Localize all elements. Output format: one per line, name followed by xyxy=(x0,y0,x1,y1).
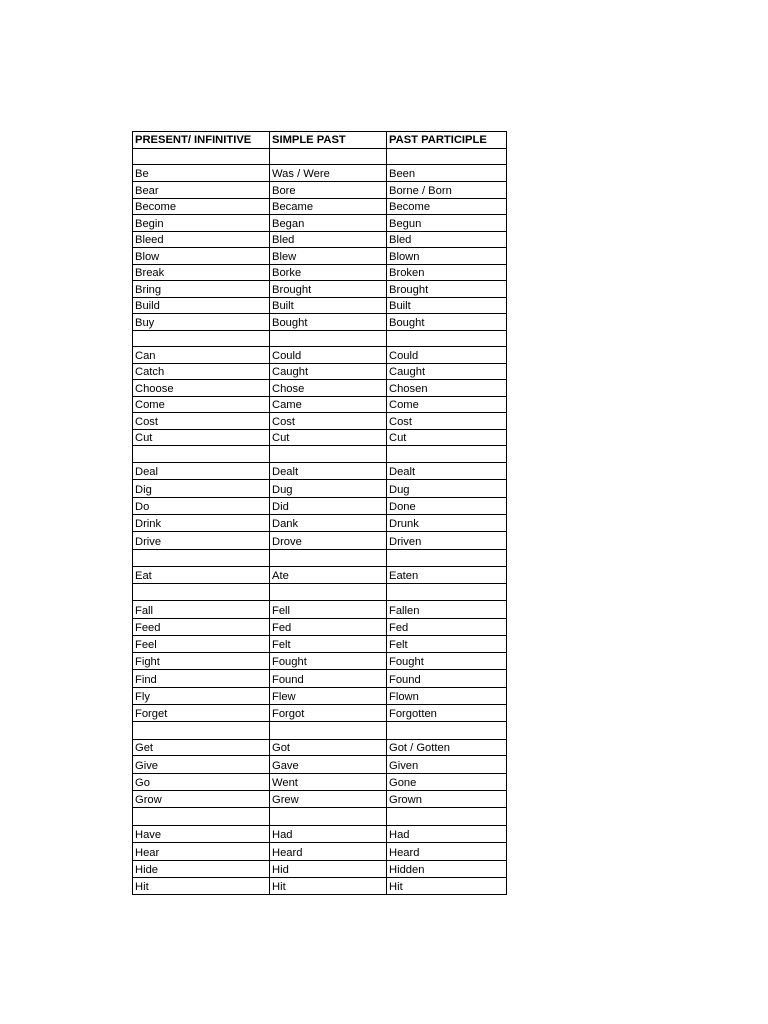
header-simple-past: SIMPLE PAST xyxy=(270,132,387,149)
simple-past-cell xyxy=(270,808,387,826)
present-cell xyxy=(133,550,270,567)
present-cell: Eat xyxy=(133,567,270,584)
table-row xyxy=(133,298,507,314)
past-participle-cell xyxy=(387,446,507,463)
present-cell: Feel xyxy=(133,636,270,653)
simple-past-cell: Fell xyxy=(270,601,387,619)
table-row xyxy=(133,347,507,364)
table-row xyxy=(133,248,507,265)
past-participle-cell: Felt xyxy=(387,636,507,653)
past-participle-cell: Dug xyxy=(387,480,507,498)
table-row xyxy=(133,430,507,446)
simple-past-cell: Brought xyxy=(270,281,387,298)
past-participle-cell: Hit xyxy=(387,878,507,895)
past-participle-cell: Driven xyxy=(387,532,507,550)
past-participle-cell: Given xyxy=(387,756,507,774)
past-participle-cell: Hidden xyxy=(387,861,507,878)
present-cell: Be xyxy=(133,165,270,182)
simple-past-cell: Borke xyxy=(270,265,387,281)
present-cell: Bring xyxy=(133,281,270,298)
present-cell: Buy xyxy=(133,314,270,331)
simple-past-cell: Gave xyxy=(270,756,387,774)
header-row xyxy=(133,132,507,149)
present-cell: Come xyxy=(133,397,270,413)
present-cell: Drink xyxy=(133,515,270,532)
past-participle-cell: Had xyxy=(387,826,507,843)
table-row xyxy=(133,515,507,532)
present-cell xyxy=(133,584,270,601)
simple-past-cell: Ate xyxy=(270,567,387,584)
present-cell: Catch xyxy=(133,364,270,380)
verb-rows xyxy=(133,149,507,895)
simple-past-cell: Went xyxy=(270,774,387,791)
past-participle-cell xyxy=(387,550,507,567)
table-row xyxy=(133,265,507,281)
simple-past-cell: Bore xyxy=(270,182,387,199)
past-participle-cell: Chosen xyxy=(387,380,507,397)
present-cell: Deal xyxy=(133,463,270,480)
simple-past-cell: Dug xyxy=(270,480,387,498)
simple-past-cell: Could xyxy=(270,347,387,364)
present-cell: Cost xyxy=(133,413,270,430)
simple-past-cell: Drove xyxy=(270,532,387,550)
simple-past-cell: Felt xyxy=(270,636,387,653)
simple-past-cell: Had xyxy=(270,826,387,843)
table-row xyxy=(133,314,507,331)
present-cell: Fight xyxy=(133,653,270,670)
present-cell xyxy=(133,446,270,463)
table-row xyxy=(133,878,507,895)
past-participle-cell: Fought xyxy=(387,653,507,670)
past-participle-cell xyxy=(387,149,507,165)
past-participle-cell: Broken xyxy=(387,265,507,281)
simple-past-cell xyxy=(270,722,387,740)
past-participle-cell: Grown xyxy=(387,791,507,808)
table-row xyxy=(133,215,507,232)
simple-past-cell: Became xyxy=(270,199,387,215)
table-row xyxy=(133,861,507,878)
past-participle-cell: Eaten xyxy=(387,567,507,584)
present-cell: Find xyxy=(133,670,270,688)
table-row xyxy=(133,584,507,601)
past-participle-cell: Begun xyxy=(387,215,507,232)
table-row xyxy=(133,653,507,670)
present-cell: Blow xyxy=(133,248,270,265)
table-row xyxy=(133,756,507,774)
table-row xyxy=(133,232,507,248)
past-participle-cell: Heard xyxy=(387,843,507,861)
simple-past-cell: Grew xyxy=(270,791,387,808)
table-row xyxy=(133,636,507,653)
table-row xyxy=(133,619,507,636)
simple-past-cell xyxy=(270,550,387,567)
past-participle-cell: Drunk xyxy=(387,515,507,532)
irregular-verbs-table xyxy=(132,131,507,895)
present-cell: Feed xyxy=(133,619,270,636)
past-participle-cell: Built xyxy=(387,298,507,314)
table-row xyxy=(133,740,507,756)
past-participle-cell: Bought xyxy=(387,314,507,331)
table-row xyxy=(133,791,507,808)
simple-past-cell: Built xyxy=(270,298,387,314)
table-row xyxy=(133,601,507,619)
table-row xyxy=(133,480,507,498)
table-row xyxy=(133,670,507,688)
table-row xyxy=(133,380,507,397)
present-cell xyxy=(133,722,270,740)
present-cell: Bear xyxy=(133,182,270,199)
past-participle-cell: Cost xyxy=(387,413,507,430)
table-row xyxy=(133,843,507,861)
simple-past-cell: Flew xyxy=(270,688,387,705)
present-cell: Drive xyxy=(133,532,270,550)
past-participle-cell xyxy=(387,808,507,826)
simple-past-cell: Hit xyxy=(270,878,387,895)
present-cell: Forget xyxy=(133,705,270,722)
table-row xyxy=(133,182,507,199)
simple-past-cell: Did xyxy=(270,498,387,515)
verb-table-sheet xyxy=(132,131,506,895)
simple-past-cell: Caught xyxy=(270,364,387,380)
table-row xyxy=(133,397,507,413)
present-cell: Get xyxy=(133,740,270,756)
simple-past-cell: Fought xyxy=(270,653,387,670)
simple-past-cell: Dank xyxy=(270,515,387,532)
simple-past-cell: Was / Were xyxy=(270,165,387,182)
present-cell: Have xyxy=(133,826,270,843)
past-participle-cell: Gone xyxy=(387,774,507,791)
past-participle-cell: Got / Gotten xyxy=(387,740,507,756)
present-cell: Cut xyxy=(133,430,270,446)
simple-past-cell: Heard xyxy=(270,843,387,861)
past-participle-cell: Blown xyxy=(387,248,507,265)
past-participle-cell xyxy=(387,584,507,601)
past-participle-cell: Found xyxy=(387,670,507,688)
header-past-participle: PAST PARTICIPLE xyxy=(387,132,507,149)
simple-past-cell: Got xyxy=(270,740,387,756)
present-cell: Dig xyxy=(133,480,270,498)
table-row xyxy=(133,446,507,463)
simple-past-cell: Blew xyxy=(270,248,387,265)
past-participle-cell: Done xyxy=(387,498,507,515)
past-participle-cell: Borne / Born xyxy=(387,182,507,199)
simple-past-cell: Began xyxy=(270,215,387,232)
past-participle-cell: Cut xyxy=(387,430,507,446)
present-cell: Bleed xyxy=(133,232,270,248)
present-cell: Hide xyxy=(133,861,270,878)
past-participle-cell: Flown xyxy=(387,688,507,705)
simple-past-cell: Cost xyxy=(270,413,387,430)
past-participle-cell: Dealt xyxy=(387,463,507,480)
present-cell xyxy=(133,808,270,826)
present-cell: Grow xyxy=(133,791,270,808)
present-cell: Give xyxy=(133,756,270,774)
table-row xyxy=(133,165,507,182)
present-cell: Fall xyxy=(133,601,270,619)
present-cell: Become xyxy=(133,199,270,215)
simple-past-cell: Forgot xyxy=(270,705,387,722)
past-participle-cell: Fed xyxy=(387,619,507,636)
simple-past-cell xyxy=(270,331,387,347)
table-row xyxy=(133,331,507,347)
present-cell: Break xyxy=(133,265,270,281)
past-participle-cell: Caught xyxy=(387,364,507,380)
table-row xyxy=(133,567,507,584)
present-cell: Fly xyxy=(133,688,270,705)
present-cell xyxy=(133,149,270,165)
simple-past-cell: Came xyxy=(270,397,387,413)
simple-past-cell: Bled xyxy=(270,232,387,248)
past-participle-cell: Could xyxy=(387,347,507,364)
table-row xyxy=(133,774,507,791)
table-row xyxy=(133,722,507,740)
simple-past-cell: Fed xyxy=(270,619,387,636)
present-cell xyxy=(133,331,270,347)
table-row xyxy=(133,808,507,826)
present-cell: Do xyxy=(133,498,270,515)
table-row xyxy=(133,705,507,722)
present-cell: Hit xyxy=(133,878,270,895)
header-present-infinitive: PRESENT/ INFINITIVE xyxy=(133,132,270,149)
present-cell: Hear xyxy=(133,843,270,861)
simple-past-cell xyxy=(270,149,387,165)
simple-past-cell xyxy=(270,584,387,601)
table-row xyxy=(133,532,507,550)
present-cell: Begin xyxy=(133,215,270,232)
table-row xyxy=(133,199,507,215)
table-row xyxy=(133,688,507,705)
table-row xyxy=(133,413,507,430)
past-participle-cell: Fallen xyxy=(387,601,507,619)
table-row xyxy=(133,826,507,843)
table-row xyxy=(133,281,507,298)
past-participle-cell: Brought xyxy=(387,281,507,298)
past-participle-cell: Forgotten xyxy=(387,705,507,722)
table-row xyxy=(133,149,507,165)
simple-past-cell: Found xyxy=(270,670,387,688)
present-cell: Choose xyxy=(133,380,270,397)
simple-past-cell: Hid xyxy=(270,861,387,878)
simple-past-cell: Cut xyxy=(270,430,387,446)
present-cell: Can xyxy=(133,347,270,364)
present-cell: Build xyxy=(133,298,270,314)
past-participle-cell xyxy=(387,722,507,740)
table-row xyxy=(133,463,507,480)
simple-past-cell xyxy=(270,446,387,463)
past-participle-cell: Been xyxy=(387,165,507,182)
past-participle-cell: Bled xyxy=(387,232,507,248)
simple-past-cell: Bought xyxy=(270,314,387,331)
table-row xyxy=(133,550,507,567)
table-row xyxy=(133,364,507,380)
past-participle-cell: Become xyxy=(387,199,507,215)
table-row xyxy=(133,498,507,515)
past-participle-cell xyxy=(387,331,507,347)
present-cell: Go xyxy=(133,774,270,791)
simple-past-cell: Dealt xyxy=(270,463,387,480)
simple-past-cell: Chose xyxy=(270,380,387,397)
past-participle-cell: Come xyxy=(387,397,507,413)
